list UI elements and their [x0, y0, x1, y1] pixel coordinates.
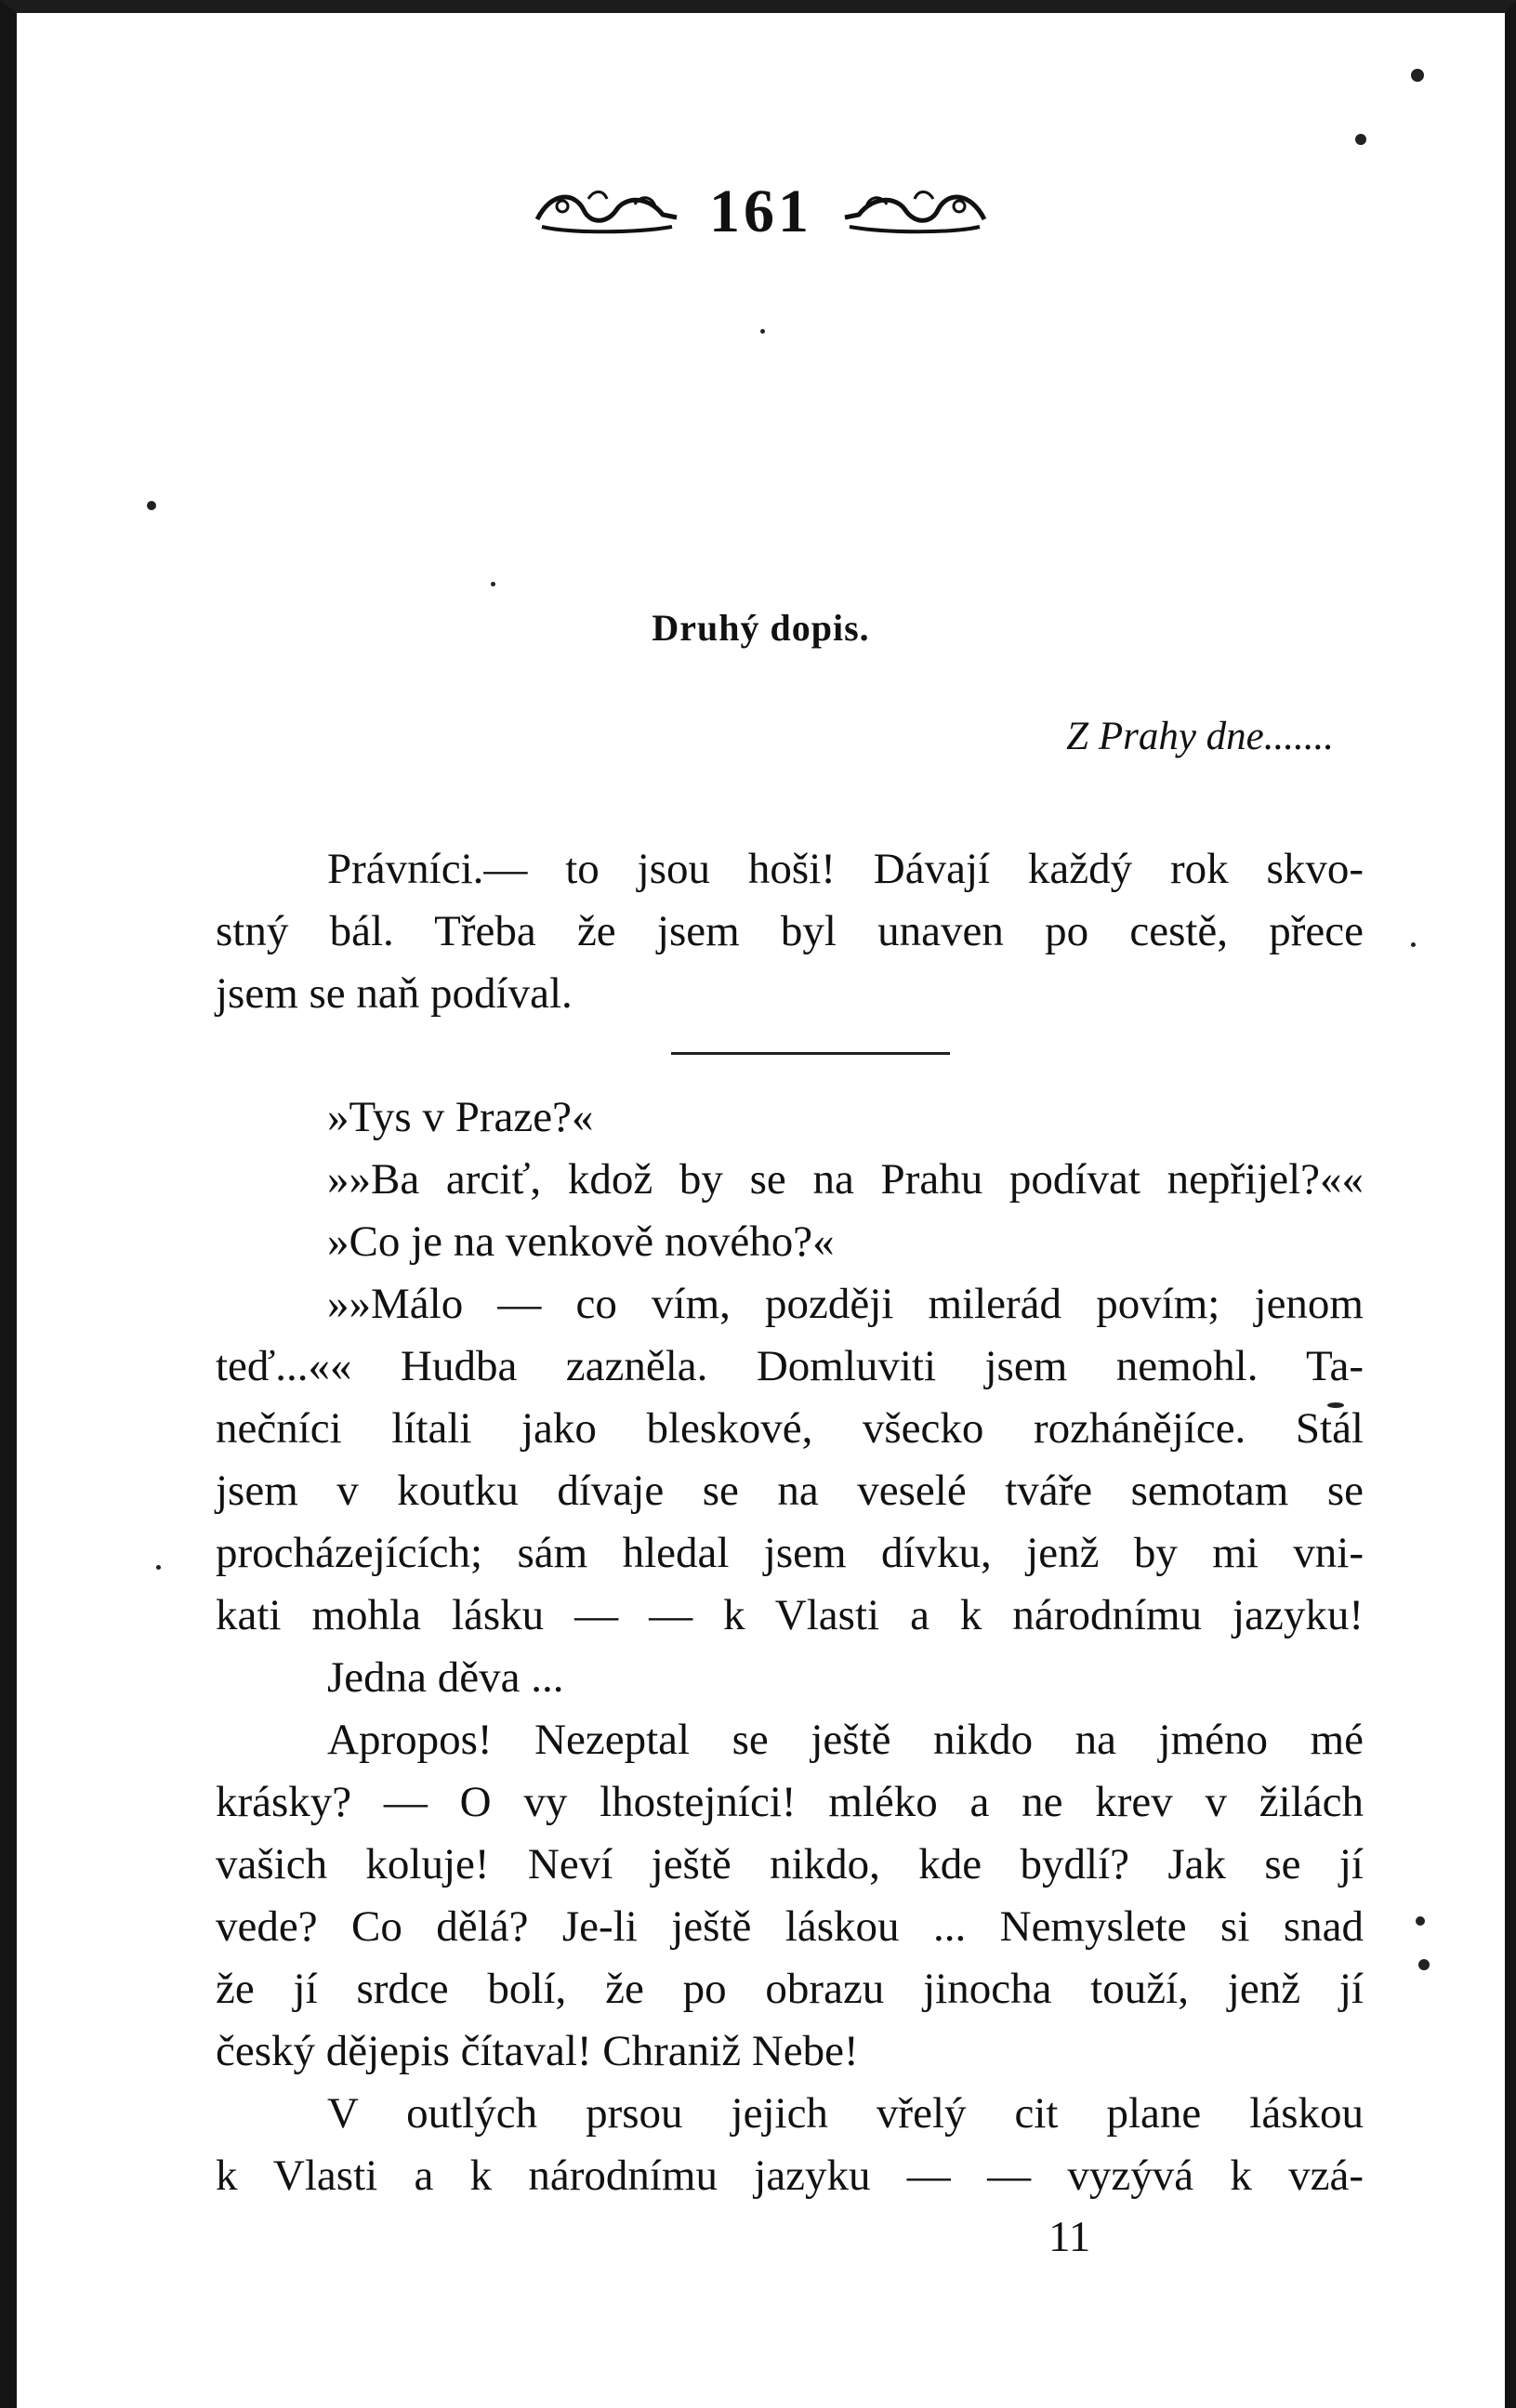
text-line-12: kati mohla lásku — — k Vlasti a k národnímu jazyku! [216, 1591, 1364, 1639]
text-line-4: »Tys v Praze?« [327, 1093, 594, 1141]
page-header [17, 177, 1505, 251]
text-line-5: »»Ba arciť, kdož by se na Prahu podívat nepřijel?«« [327, 1155, 1364, 1204]
scan-speck [156, 1565, 161, 1570]
scan-speck [491, 582, 495, 586]
dateline: Z Prahy dne....... [1066, 715, 1334, 758]
text-line-18: že jí srdce bolí, že po obrazu jinocha touží, jenž jí [216, 1965, 1364, 2013]
letter-title: Druhý dopis. [652, 607, 870, 649]
scan-speck [1411, 942, 1416, 947]
floral-ornament-icon [840, 182, 989, 243]
text-line-6: »Co je na venkově nového?« [327, 1217, 835, 1266]
signature-mark: 11 [1048, 2213, 1091, 2261]
page-number: 161 [709, 178, 812, 245]
text-line-2: stný bál. Třeba že jsem byl unaven po cestě, přece [216, 907, 1364, 955]
floral-ornament-icon [533, 182, 681, 243]
scan-speck [1418, 1959, 1430, 1970]
section-divider [671, 1052, 950, 1055]
text-line-13: Jedna děva ... [327, 1653, 564, 1702]
text-line-15: krásky? — O vy lhostejníci! mléko a ne krev v žilách [216, 1778, 1364, 1826]
text-line-10: jsem v koutku dívaje se na veselé tváře semotam se [216, 1467, 1364, 1515]
text-line-11: procházejících; sám hledal jsem dívku, jenž by mi vni- [216, 1529, 1364, 1577]
text-line-7: »»Málo — co vím, později milerád povím; jenom [327, 1280, 1364, 1328]
scan-speck [147, 501, 156, 510]
text-line-19: český dějepis čítaval! Chraniž Nebe! [216, 2027, 859, 2075]
scan-speck [1411, 69, 1424, 82]
text-line-1: Právníci.— to jsou hoši! Dávají každý rok skvo- [327, 845, 1364, 893]
scan-speck [1355, 134, 1366, 145]
scan-speck [1416, 1916, 1425, 1926]
scan-speck [760, 329, 765, 334]
text-line-20: V outlých prsou jejich vřelý cit plane láskou [327, 2089, 1364, 2138]
text-line-16: vašich koluje! Neví ještě nikdo, kde bydlí? Jak se jí [216, 1840, 1364, 1888]
text-line-9: nečníci lítali jako bleskové, všecko rozhánějíce. Stál [216, 1404, 1364, 1453]
text-line-21: k Vlasti a k národnímu jazyku — — vyzývá k vzá- [216, 2151, 1364, 2200]
text-line-8: teď...«« Hudba zazněla. Domluviti jsem nemohl. Ta- [216, 1342, 1364, 1390]
text-line-17: vede? Co dělá? Je-li ještě láskou ... Nemyslete si snad [216, 1902, 1364, 1951]
text-line-3: jsem se naň podíval. [216, 969, 573, 1018]
text-line-14: Apropos! Nezeptal se ještě nikdo na jméno mé [327, 1716, 1364, 1764]
